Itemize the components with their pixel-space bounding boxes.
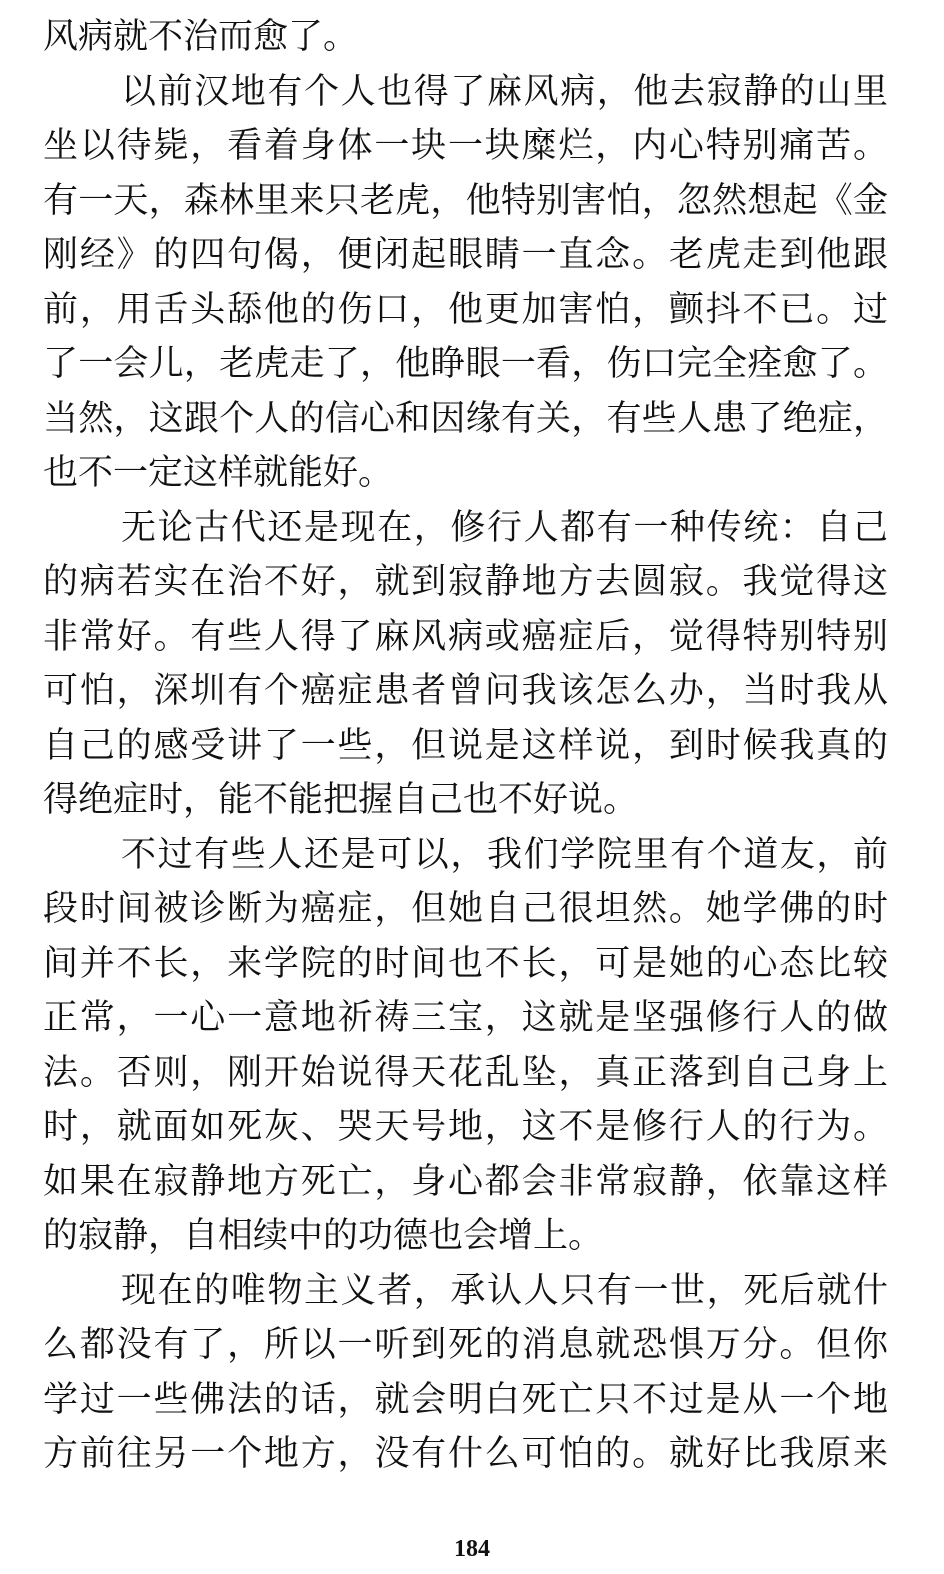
- text-line: 时，就面如死灰、哭天号地，这不是修行人的行为。: [43, 1107, 888, 1147]
- text-line: 现在的唯物主义者，承认人只有一世，死后就什: [121, 1270, 888, 1311]
- text-line: 非常好。有些人得了麻风病或癌症后，觉得特别特别: [43, 616, 888, 657]
- text-line: 坐以待毙，看着身体一块一块糜烂，内心特别痛苦。: [43, 126, 888, 166]
- text-line: 方前往另一个地方，没有什么可怕的。就好比我原来: [43, 1434, 888, 1474]
- text-line: 以前汉地有个人也得了麻风病，他去寂静的山里: [121, 71, 888, 112]
- text-line: 刚经》的四句偈，便闭起眼睛一直念。老虎走到他跟: [43, 235, 888, 275]
- text-line: 学过一些佛法的话，就会明白死亡只不过是从一个地: [43, 1379, 888, 1420]
- text-line: 自己的感受讲了一些，但说是这样说，到时候我真的: [43, 725, 888, 766]
- text-line: 正常，一心一意地祈祷三宝，这就是坚强修行人的做: [43, 998, 888, 1038]
- text-line: 段时间被诊断为癌症，但她自己很坦然。她学佛的时: [43, 889, 888, 929]
- text-line: 得绝症时，能不能把握自己也不好说。: [43, 780, 639, 820]
- text-line: 风病就不治而愈了。: [43, 17, 359, 57]
- text-line: 法。否则，刚开始说得天花乱坠，真正落到自己身上: [43, 1052, 888, 1093]
- text-line: 可怕，深圳有个癌症患者曾问我该怎么办，当时我从: [43, 671, 888, 711]
- text-line: 有一天，森林里来只老虎，他特别害怕，忽然想起《金: [43, 180, 888, 221]
- text-line: 间并不长，来学院的时间也不长，可是她的心态比较: [43, 943, 888, 984]
- text-line: 如果在寂静地方死亡，身心都会非常寂静，依靠这样: [43, 1161, 888, 1202]
- body-text: [43, 10, 888, 1482]
- text-line: 的寂静，自相续中的功德也会增上。: [43, 1216, 604, 1256]
- text-line: 么都没有了，所以一听到死的消息就恐惧万分。但你: [43, 1325, 888, 1365]
- text-line: 了一会儿，老虎走了，他睁眼一看，伤口完全痊愈了。: [43, 344, 888, 384]
- text-line: 当然，这跟个人的信心和因缘有关，有些人患了绝症，: [43, 398, 888, 439]
- text-line: 的病若实在治不好，就到寂静地方去圆寂。我觉得这: [43, 562, 888, 602]
- text-line: 不过有些人还是可以，我们学院里有个道友，前: [121, 834, 888, 875]
- text-line: 也不一定这样就能好。: [43, 453, 394, 493]
- text-line: 无论古代还是现在，修行人都有一种传统：自己: [121, 507, 888, 548]
- page-number: 184: [454, 1536, 490, 1562]
- text-line: 前，用舌头舔他的伤口，他更加害怕，颤抖不已。过: [43, 289, 888, 330]
